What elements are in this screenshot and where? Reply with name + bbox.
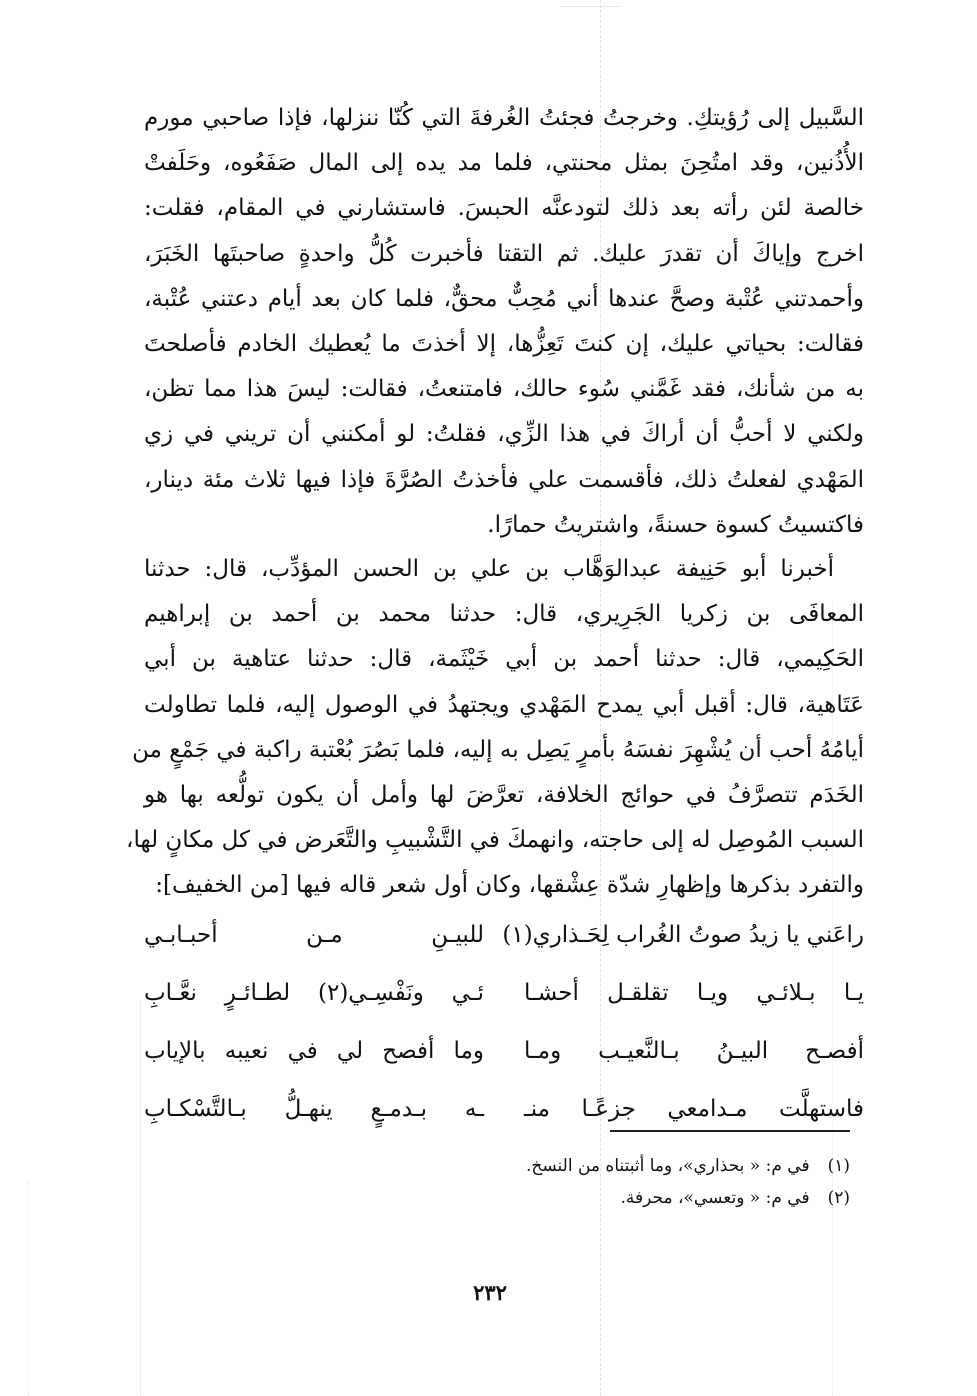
text-line: المعافَى بن زكريا الجَرِيري، قال: حدثنا محمد بن أحمد بن إبراهيم (144, 601, 864, 628)
text-line: السبب المُوصِل له إلى حاجته، وانهمكَ في التَّشْبيبِ والتَّعَرض في كل مكانٍ لها، (126, 827, 864, 854)
text-line: المَهْدي لفعلتُ ذلك، فأقسمت علي فأخذتُ الصُرَّةَ فإذا فيها ثلاث مئة دينار، (144, 466, 864, 493)
text-line: فقالت: بحياتي عليك، إن كنتَ تَعِزُّها، إلا أخذتَ ما يُعطيك الخادم فأصلحتَ (144, 331, 864, 358)
poem-second-hemistich: للبيـنِ مـن أحبـابـي (144, 922, 484, 948)
poem-second-hemistich: ـه بـدمـعٍ ينهـلُّ بـالتَّسْكـابِ (144, 1096, 484, 1122)
text-line: الحَكِيمي، قال: حدثنا أحمد بن أبي خَيْثَمة، قال: حدثنا عتاهية بن أبي (144, 646, 864, 673)
text-line: وأحمدتني عُتْبة وصحَّ عندها أني مُحِبٌّ محقٌّ، فلما كان بعد أيام دعتني عُتْبة، (144, 285, 864, 312)
scan-artifact (140, 1000, 141, 1396)
footnotes (300, 1150, 850, 1214)
text-line: السَّبيل إلى رُؤيتكِ. وخرجتُ فجئتُ الغُرفةَ التي كُنّا ننزلها، فإذا صاحبي مورم (144, 105, 864, 131)
text-line: به من شأنك، فقد غَمَّني سُوء حالك، فامتنعتُ، فقالت: ليسَ هذا مما تظن، (144, 376, 864, 403)
text-line: خالصة لئن رأته بعد ذلك لتودعنَّه الحبسَ. فاستشارني في المقام، فقلت: (144, 195, 864, 222)
text-line: الأُذُنين، وقد امتُحِنَ بمثل محنتي، فلما مد يده إلى المال صَفَعُوه، وحَلَفتْ (144, 150, 864, 177)
footnote-text: في م: « وتعسي»، محرفة. (620, 1188, 810, 1208)
poem-second-hemistich: وما أفصح لي في نعيبه بالإياب (144, 1038, 484, 1064)
text-line: ولكني لا أحبُّ أن أراكَ في هذا الزِّي، فقلتُ: لو أمكنني أن تريني في زي (144, 421, 864, 448)
page-number: ٢٣٢ (473, 1280, 507, 1305)
text-line: والتفرد بذكرها وإظهارِ شدّة عِشْقها، وكان أول شعر قاله فيها [من الخفيف]: (155, 872, 864, 899)
footnote (300, 1150, 850, 1182)
text-line: اخرج وإياكَ أن تقدرَ عليك. ثم التقتا فأخبرت كُلُّ واحدةٍ صاحبتَها الخَبَرَ، (144, 240, 864, 267)
text-line: فاكتسيتُ كسوة حسنةً، واشتريتُ حمارًا. (487, 511, 864, 538)
footnote-separator (610, 1130, 850, 1132)
poem-verse (144, 1026, 864, 1076)
text-line: الخَدَم تتصرَّفُ في حوائج الخلافة، تعرَّضَ لها وأمل أن يكون تولُّعه بها هو (144, 782, 864, 809)
footnote (300, 1182, 850, 1214)
poem-verse (144, 1084, 864, 1134)
poem-first-hemistich: راعَني يا زيدُ صوتُ الغُراب لِحَـذاري(١) (502, 922, 864, 948)
poem-first-hemistich: فاستهلَّت مـدامعي جزعًـا منـ (524, 1096, 864, 1122)
poem-verse (144, 910, 864, 960)
footnote-number: (١) (827, 1156, 850, 1176)
footnote-text: في م: « بحذاري»، وما أثبتناه من النسخ. (525, 1156, 810, 1176)
paragraph-2 (126, 547, 864, 909)
scan-artifact (28, 1180, 29, 1396)
poem-first-hemistich: يـا بـلائـي ويـا تقلقـل أحشـا (524, 980, 864, 1006)
scan-artifact (560, 0, 620, 7)
poem-first-hemistich: أفصـح البيـنُ بـالنَّعيـب ومـا (524, 1038, 864, 1064)
text-line: أيامُهُ أحب أن يُشْهِرَ نفسَهُ بأمرٍ يَصِل به إليه، فلما بَصُرَ بُعْتبة راكبة في جَمْعٍ من (132, 736, 864, 763)
text-line: أخبرنا أبو حَنِيفة عبدالوَهَّاب بن علي بن الحسن المؤدِّب، قال: حدثنا (144, 556, 834, 582)
poem-second-hemistich: ئـي ونَفْسِـي(٢) لطـائـرٍ نعَّـابِ (144, 980, 484, 1006)
text-line: عَتَاهية، قال: أقبل أبي يمدح المَهْدي ويجتهدُ في الوصول إليه، فلما تطاولت (144, 691, 864, 718)
poem-verse (144, 968, 864, 1018)
footnote-number: (٢) (827, 1188, 850, 1208)
paragraph-1 (144, 96, 864, 548)
